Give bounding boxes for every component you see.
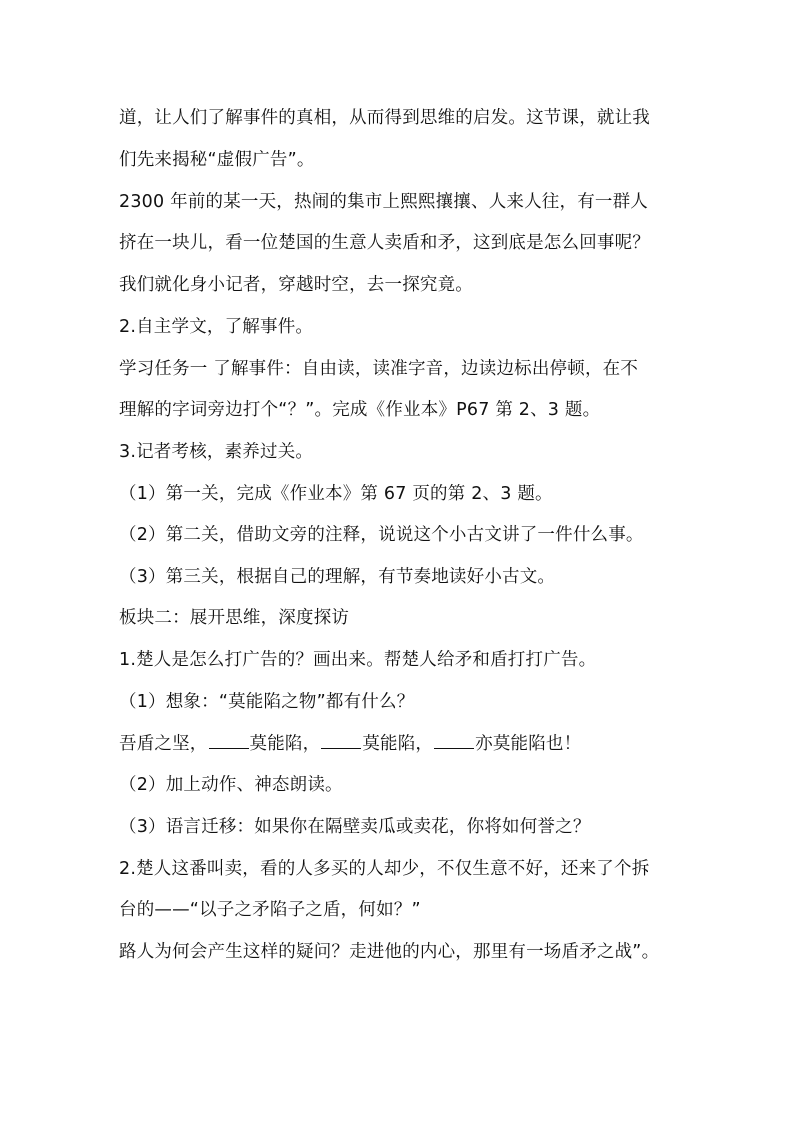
list-item: （2）第二关，借助文旁的注释，说说这个小古文讲了一件什么事。 (119, 525, 644, 545)
list-item: （1）想象：“莫能陷之物”都有什么？ (119, 692, 415, 712)
fill-text: 莫能陷， (249, 734, 321, 754)
section-heading: 1.楚人是怎么打广告的？画出来。帮楚人给矛和盾打打广告。 (119, 650, 597, 670)
paragraph-line: 理解的字词旁边打个“？”。完成《作业本》P67 第 2、3 题。 (119, 400, 601, 420)
list-item: （1）第一关，完成《作业本》第 67 页的第 2、3 题。 (119, 484, 553, 504)
paragraph-line: 挤在一块儿，看一位楚国的生意人卖盾和矛，这到底是怎么回事呢？ (119, 233, 650, 253)
paragraph-line: 路人为何会产生这样的疑问？走进他的内心，那里有一场盾矛之战”。 (119, 942, 660, 962)
fill-text: 亦莫能陷也！ (475, 734, 582, 754)
paragraph-line: 学习任务一 了解事件：自由读，读准字音，边读边标出停顿，在不 (119, 359, 639, 379)
answer-blank[interactable] (434, 732, 474, 749)
paragraph-line: 们先来揭秘“虚假广告”。 (119, 150, 315, 170)
answer-blank[interactable] (209, 732, 249, 749)
section-heading: 2.自主学文，了解事件。 (119, 317, 314, 337)
list-item: （3）第三关，根据自己的理解，有节奏地读好小古文。 (119, 567, 556, 587)
paragraph-line: 2300 年前的某一天，热闹的集市上熙熙攘攘、人来人往，有一群人 (119, 192, 648, 212)
section-heading: 板块二：展开思维，深度探访 (119, 608, 350, 628)
paragraph-line: 台的——“以子之矛陷子之盾，何如？” (119, 900, 421, 920)
paragraph-line: 道，让人们了解事件的真相，从而得到思维的启发。这节课，就让我 (119, 108, 650, 128)
paragraph-line: 我们就化身小记者，穿越时空，去一探究竟。 (119, 275, 473, 295)
fill-in-blank-line (119, 732, 581, 756)
answer-blank[interactable] (321, 732, 361, 749)
section-heading: 3.记者考核，素养过关。 (119, 442, 314, 462)
fill-text: 莫能陷， (362, 734, 434, 754)
fill-text: 吾盾之坚， (119, 734, 208, 754)
list-item: （3）语言迁移：如果你在隔壁卖瓜或卖花，你将如何誉之？ (119, 817, 591, 837)
section-heading: 2.楚人这番叫卖，看的人多买的人却少，不仅生意不好，还来了个拆 (119, 859, 650, 879)
list-item: （2）加上动作、神态朗读。 (119, 775, 343, 795)
